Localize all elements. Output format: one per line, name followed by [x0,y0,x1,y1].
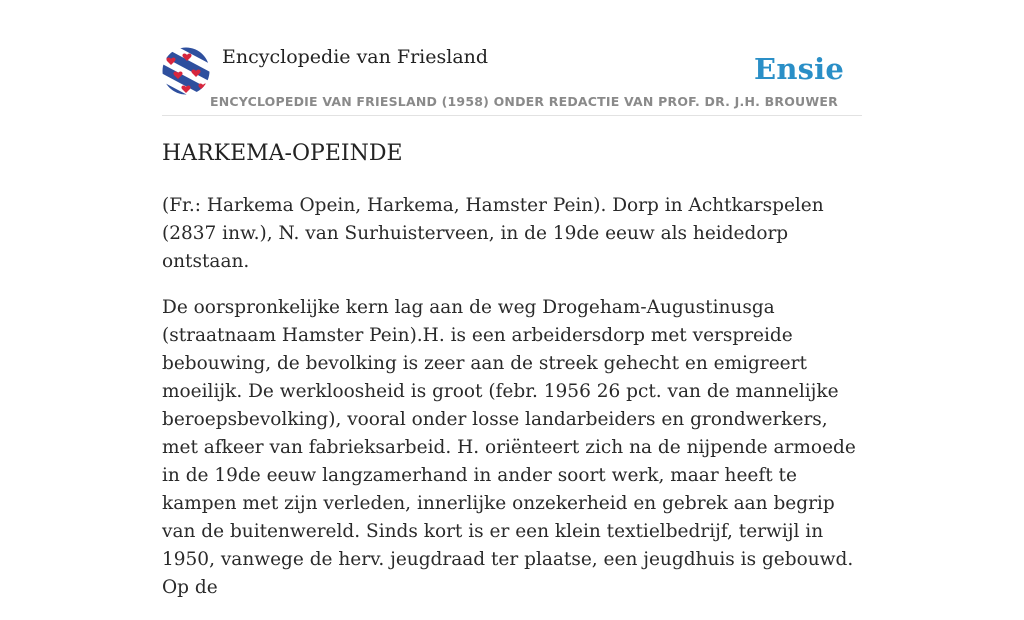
site-subtitle: ENCYCLOPEDIE VAN FRIESLAND (1958) ONDER REDACTIE VAN PROF. DR. J.H. BROUWER [210,94,838,109]
frisian-flag-icon[interactable] [162,47,210,95]
brand-logo[interactable]: Ensie [754,52,844,86]
entry-paragraph: De oorspronkelijke kern lag aan de weg Drogeham-Augustinusga (straatnaam Hamster Pein).H. is een arbeidersdorp met verspreide bebouwing, de bevolking is zeer aan de streek gehecht en emigreert moeilijk. De werkloosheid is groot (febr. 1956 26 pct. van de mannelijke beroepsbevolking), vooral onder losse landarbeiders en grondwerkers, met afkeer van fabrieksarbeid. H. oriënteert zich na de nijpende armoede in de 19de eeuw langzamerhand in ander soort werk, maar heeft te kampen met zijn verleden, innerlijke onzekerheid en gebrek aan begrip van de buitenwereld. Sinds kort is er een klein textielbedrijf, terwijl in 1950, vanwege de herv. jeugdraad ter plaatse, een jeugdhuis is gebouwd. Op de [162,297,856,598]
page [162,0,862,598]
entry-body [162,192,862,620]
header-divider [162,115,862,116]
site-title[interactable]: Encyclopedie van Friesland [222,46,489,68]
entry-title: HARKEMA-OPEINDE [162,141,403,166]
entry-paragraph: (Fr.: Harkema Opein, Harkema, Hamster Pein). Dorp in Achtkarspelen (2837 inw.), N. van Surhuisterveen, in de 19de eeuw als heidedorp ontstaan. [162,195,824,272]
